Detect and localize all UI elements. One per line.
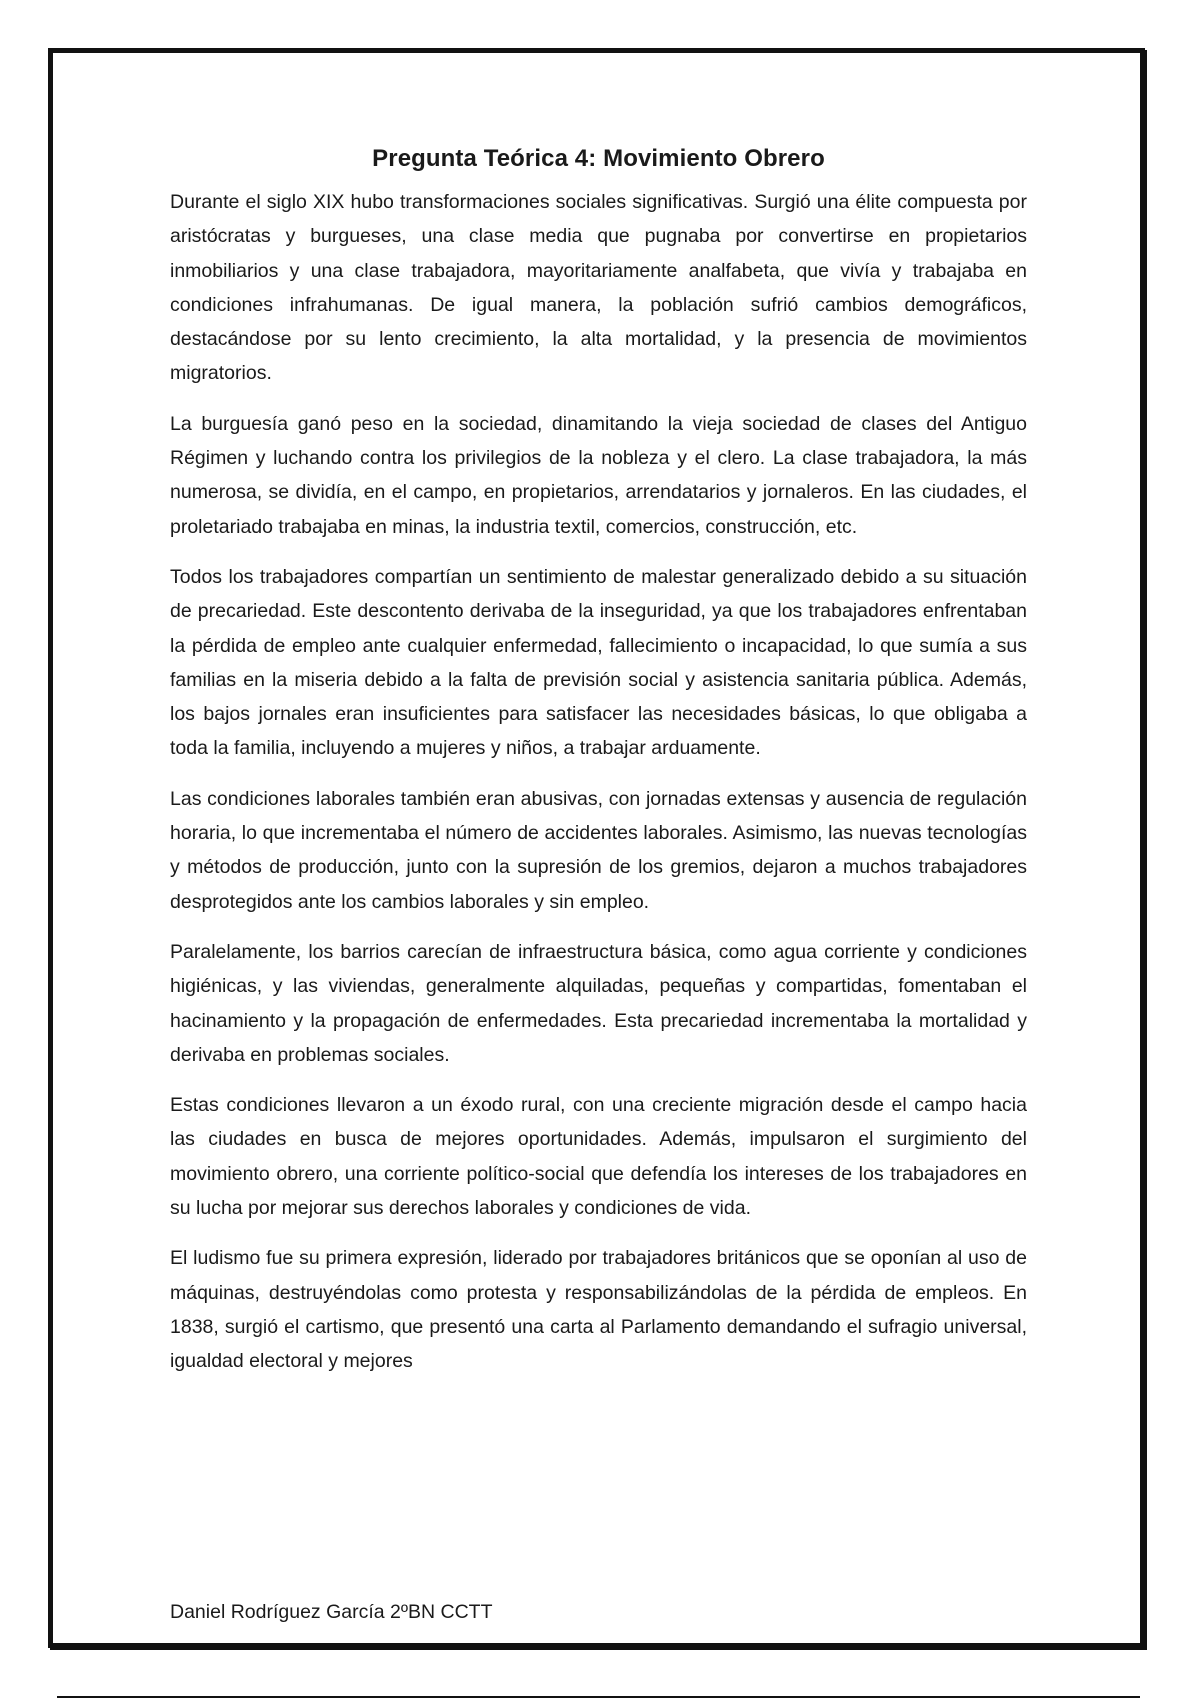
document-title: Pregunta Teórica 4: Movimiento Obrero xyxy=(372,145,825,172)
paragraph: El ludismo fue su primera expresión, liderado por trabajadores británicos que se oponían al uso de máquinas, destruyéndolas como protesta y responsabilizándolas de la pérdida de empleos. En 1838, surgió el cartismo, que presentó una carta al Parlamento demandando el sufragio universal, igualdad electoral y mejores xyxy=(170,1247,1027,1373)
footer-author: Daniel Rodríguez García 2ºBN CCTT xyxy=(170,1601,493,1623)
bottom-divider xyxy=(57,1696,1140,1698)
document-body xyxy=(170,143,1027,1395)
paragraph: Paralelamente, los barrios carecían de infraestructura básica, como agua corriente y condiciones higiénicas, y las viviendas, generalmente alquiladas, pequeñas y compartidas, fomentaban el hacinamiento y la propagación de enfermedades. Esta precariedad incrementaba la mortalidad y derivaba en problemas sociales. xyxy=(170,940,1027,1066)
paragraph: Estas condiciones llevaron a un éxodo rural, con una creciente migración desde el campo hacia las ciudades en busca de mejores oportunidades. Además, impulsaron el surgimiento del movimiento obrero, una corriente político-social que defendía los intereses de los trabajadores en su lucha por mejorar sus derechos laborales y condiciones de vida. xyxy=(170,1094,1027,1220)
paragraph: Las condiciones laborales también eran abusivas, con jornadas extensas y ausencia de regulación horaria, lo que incrementaba el número de accidentes laborales. Asimismo, las nuevas tecnologías y métodos de producción, junto con la supresión de los gremios, dejaron a muchos trabajadores desprotegidos ante los cambios laborales y sin empleo. xyxy=(170,787,1027,913)
paragraph: Todos los trabajadores compartían un sentimiento de malestar generalizado debido a su situación de precariedad. Este descontento derivaba de la inseguridad, ya que los trabajadores enfrentaban la pérdida de empleo ante cualquier enfermedad, fallecimiento o incapacidad, lo que sumía a sus familias en la miseria debido a la falta de previsión social y asistencia sanitaria pública. Además, los bajos jornales eran insuficientes para satisfacer las necesidades básicas, lo que obligaba a toda la familia, incluyendo a mujeres y niños, a trabajar arduamente. xyxy=(170,565,1027,760)
paragraph: La burguesía ganó peso en la sociedad, dinamitando la vieja sociedad de clases del Antiguo Régimen y luchando contra los privilegios de la nobleza y el clero. La clase trabajadora, la más numerosa, se dividía, en el campo, en propietarios, arrendatarios y jornaleros. En las ciudades, el proletariado trabajaba en minas, la industria textil, comercios, construcción, etc. xyxy=(170,412,1027,538)
paragraph: Durante el siglo XIX hubo transformaciones sociales significativas. Surgió una élite compuesta por aristócratas y burgueses, una clase media que pugnaba por convertirse en propietarios inmobiliarios y una clase trabajadora, mayoritariamente analfabeta, que vivía y trabajaba en condiciones infrahumanas. De igual manera, la población sufrió cambios demográficos, destacándose por su lento crecimiento, la alta mortalidad, y la presencia de movimientos migratorios. xyxy=(170,191,1027,385)
